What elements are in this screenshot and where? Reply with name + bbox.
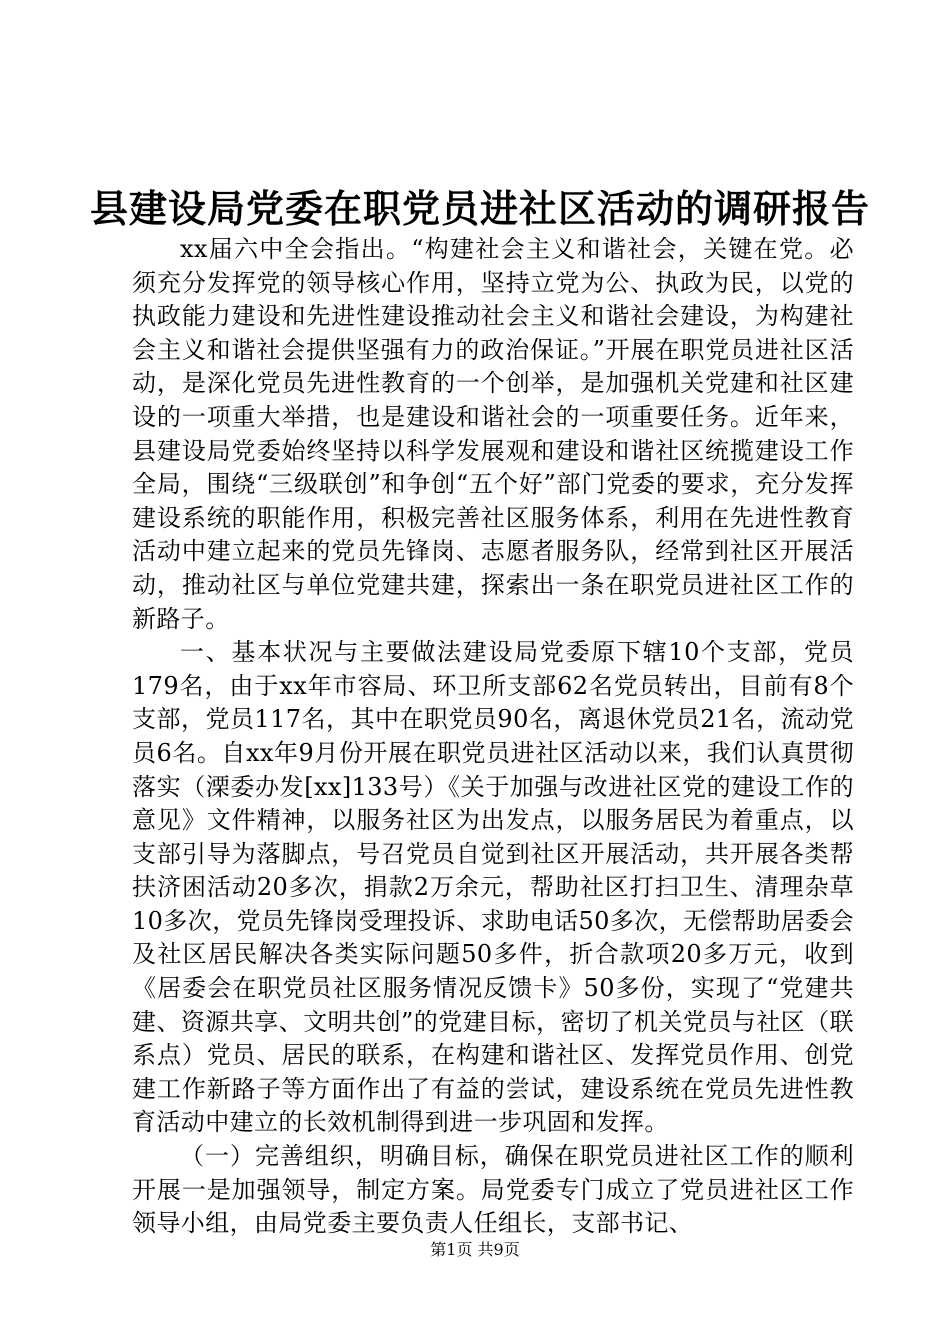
document-title: 县建设局党委在职党员进社区活动的调研报告 — [90, 186, 871, 231]
page-footer: 第1页 共9页 — [430, 1240, 520, 1259]
paragraph-subsection-1: （一）完善组织，明确目标，确保在职党员进社区工作的顺利开展一是加强领导，制定方案。局党委专门成立了党员进社区工作领导小组，由局党委主要负责人任组长，支部书记、 — [132, 1142, 854, 1238]
paragraph-section-1: 一、基本状况与主要做法建设局党委原下辖10个支部，党员179名，由于xx年市容局、环卫所支部62名党员转出，目前有8个支部，党员117名，其中在职党员90名，离退休党员21名，流动党员6名。自xx年9月份开展在职党员进社区活动以来，我们认真贯彻落实（溧委办发[xx]133号）《关于加强与改进社区党的建设工作的意见》文件精神，以服务社区为出发点，以服务居民为着重点，以支部引导为落脚点，号召党员自觉到社区开展活动，共开展各类帮扶济困活动20多次，捐款2万余元，帮助社区打扫卫生、清理杂草10多次，党员先锋岗受理投诉、求助电话50多次，无偿帮助居委会及社区居民解决各类实际问题50多件，折合款项20多万元，收到《居委会在职党员社区服务情况反馈卡》50多份，实现了“党建共建、资源共享、文明共创”的党建目标，密切了机关党员与社区（联系点）党员、居民的联系，在构建和谐社区、发挥党员作用、创党建工作新路子等方面作出了有益的尝试，建设系统在党员先进性教育活动中建立的长效机制得到进一步巩固和发挥。 — [132, 638, 854, 1137]
paragraph-intro: xx届六中全会指出。“构建社会主义和谐社会，关键在党。必须充分发挥党的领导核心作用，坚持立党为公、执政为民，以党的执政能力建设和先进性建设推动社会主义和谐社会建设，为构建社会主义和谐社会提供坚强有力的政治保证。”开展在职党员进社区活动，是深化党员先进性教育的一个创举，是加强机关党建和社区建设的一项重大举措，也是建设和谐社会的一项重要任务。近年来，县建设局党委始终坚持以科学发展观和建设和谐社区统揽建设工作全局，围绕“三级联创”和争创“五个好”部门党委的要求，充分发挥建设系统的职能作用，积极完善社区服务体系，利用在先进性教育活动中建立起来的党员先锋岗、志愿者服务队，经常到社区开展活动，推动社区与单位党建共建，探索出一条在职党员进社区工作的新路子。 — [132, 235, 854, 633]
document-body — [132, 233, 854, 1241]
